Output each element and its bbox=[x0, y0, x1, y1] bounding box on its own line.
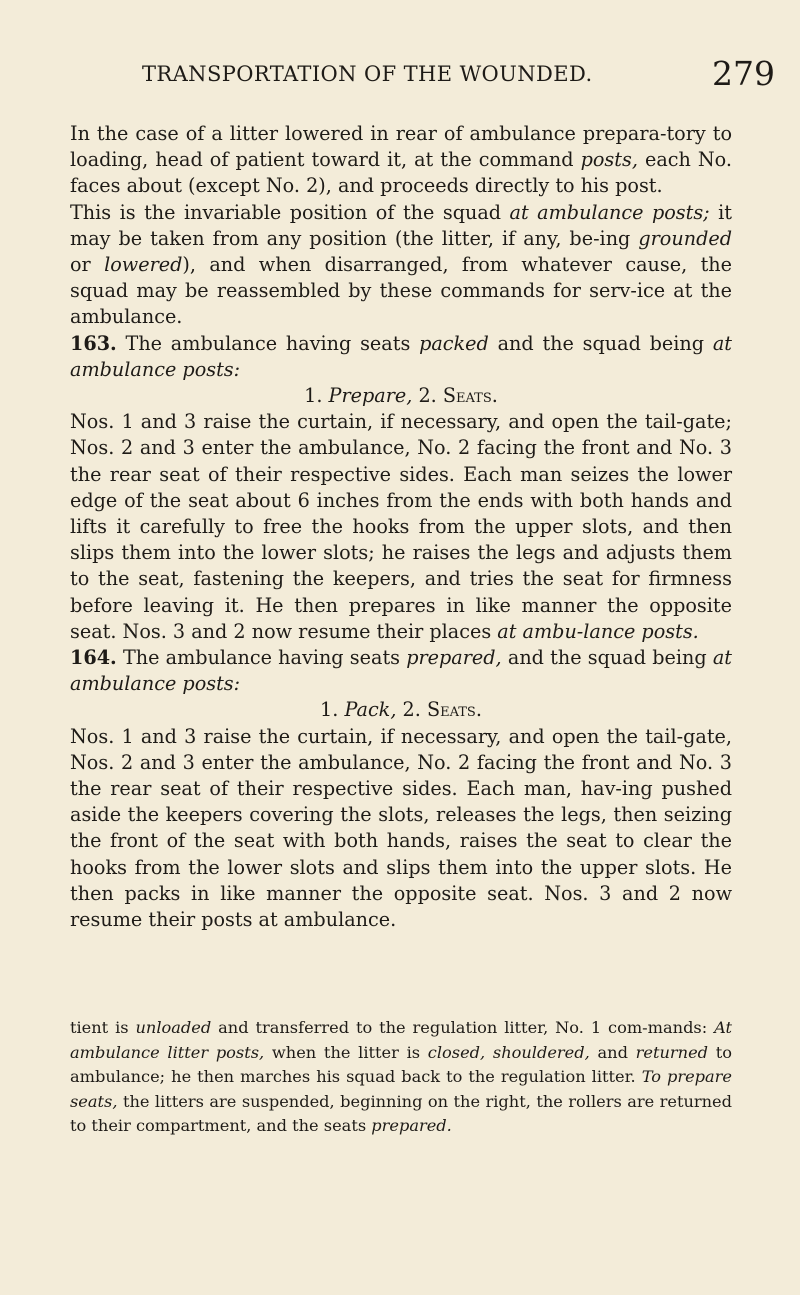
page-header bbox=[0, 54, 800, 102]
command-164: 1. Pack, 2. Seats. bbox=[320, 698, 482, 722]
section-163-body: Nos. 1 and 3 raise the curtain, if necessary, and open the tail-gate; Nos. 2 and 3 enter the ambulance, No. 2 facing the front and No. 3 the rear seat of their respective sides. Each man seizes the lower edge of the seat about 6 inches from the ends with both hands and lifts it carefully to free the hooks from the upper slots, and then slips them into the lower slots; he raises the legs and adjusts them to the seat, fastening the keepers, and tries the seat for firmness before leaving it. He then prepares in like manner the opposite seat. Nos. 3 and 2 now resume their places at ambu-lance posts. bbox=[70, 410, 732, 643]
main-text bbox=[70, 121, 732, 933]
running-title: TRANSPORTATION OF THE WOUNDED. bbox=[142, 62, 593, 86]
command-163: 1. Prepare, 2. Seats. bbox=[304, 384, 498, 408]
section-164-heading: 164. The ambulance having seats prepared, and the squad being at ambulance posts: bbox=[70, 646, 732, 696]
page-number: 279 bbox=[712, 54, 775, 93]
footnote-text: tient is unloaded and transferred to the regulation litter, No. 1 com-mands: At ambulance litter posts, when the litter is closed, shouldered, and returned to ambulance; he then marches his squad back to the regulation litter. To prepare seats, the litters are suspended, beginning on the right, the rollers are returned to their compartment, and the seats prepared. bbox=[70, 1018, 733, 1135]
footnote bbox=[70, 1016, 732, 1139]
section-164-body: Nos. 1 and 3 raise the curtain, if necessary, and open the tail-gate, Nos. 2 and 3 enter the ambulance, No. 2 facing the front and No. 3 the rear seat of their respective sides. Each man, hav-ing pushed aside the keepers covering the slots, releases the legs, then seizing the front of the seat with both hands, raises the seat to clear the hooks from the lower slots and slips them into the upper slots. He then packs in like manner the opposite seat. Nos. 3 and 2 now resume their posts at ambulance. bbox=[70, 724, 732, 932]
paragraph: In the case of a litter lowered in rear of ambulance prepara-tory to loading, head of patient toward it, at the command posts, each No. faces about (except No. 2), and proceeds directly to his post. bbox=[70, 122, 732, 198]
paragraph: This is the invariable position of the squad at ambulance posts; it may be taken from any position (the litter, if any, be-ing grounded or lowered), and when disarranged, from whatever cause, the squad may be reassembled by these commands for serv-ice at the ambulance. bbox=[70, 200, 732, 329]
section-163-heading: 163. The ambulance having seats packed and the squad being at ambulance posts: bbox=[70, 331, 732, 381]
